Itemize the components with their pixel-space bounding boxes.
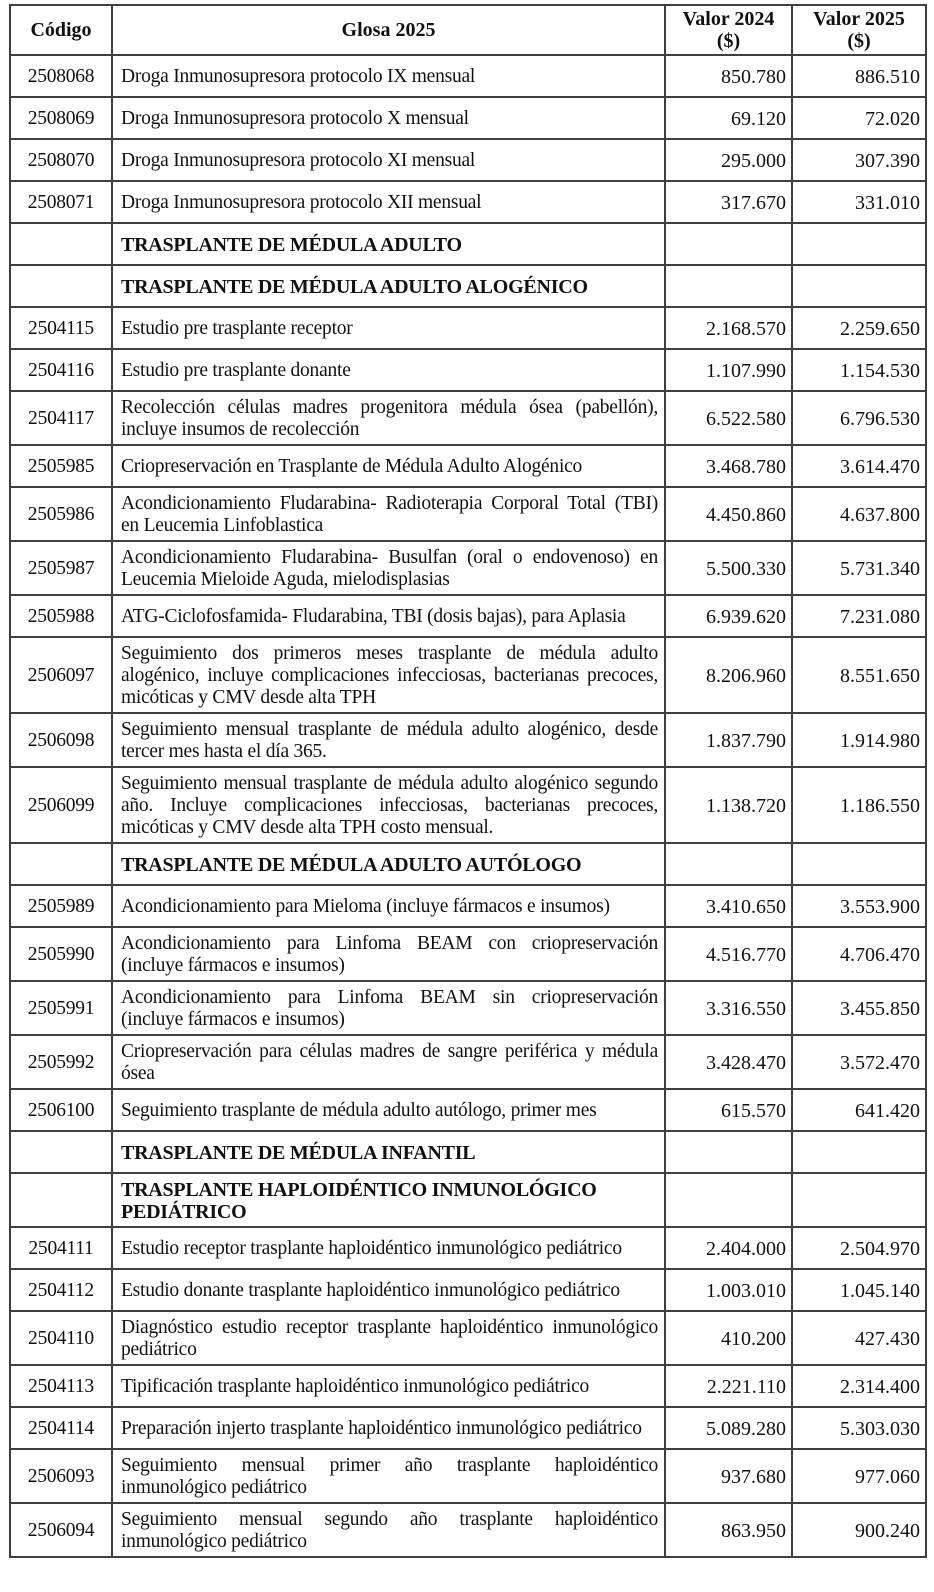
glosa-cell: Droga Inmunosupresora protocolo IX mensual <box>112 55 665 97</box>
table-row <box>10 767 926 843</box>
codigo-cell: 2504114 <box>10 1407 112 1449</box>
glosa-cell: Acondicionamiento para Linfoma BEAM sin criopreservación (incluye fármacos e insumos) <box>112 981 665 1035</box>
valor-2025-cell: 331.010 <box>792 181 926 223</box>
price-table-header <box>10 5 926 55</box>
valor-2024-cell: 8.206.960 <box>665 637 792 713</box>
valor-2025-cell <box>792 223 926 265</box>
valor-2024-cell: 3.428.470 <box>665 1035 792 1089</box>
valor-2024-cell: 4.516.770 <box>665 927 792 981</box>
section-row <box>10 843 926 885</box>
valor-2024-cell: 3.316.550 <box>665 981 792 1035</box>
valor-2025-cell <box>792 1173 926 1227</box>
valor-2025-cell <box>792 265 926 307</box>
valor-2024-cell: 2.404.000 <box>665 1227 792 1269</box>
valor-2025-cell: 4.706.470 <box>792 927 926 981</box>
codigo-cell: 2508069 <box>10 97 112 139</box>
codigo-cell: 2508068 <box>10 55 112 97</box>
table-row <box>10 1227 926 1269</box>
glosa-cell: Seguimiento trasplante de médula adulto autólogo, primer mes <box>112 1089 665 1131</box>
table-row <box>10 139 926 181</box>
valor-2024-cell: 410.200 <box>665 1311 792 1365</box>
glosa-cell: Seguimiento dos primeros meses trasplante de médula adulto alogénico, incluye complicaciones infecciosas, bacterianas precoces, micóticas y CMV desde alta TPH <box>112 637 665 713</box>
valor-2025-cell: 2.314.400 <box>792 1365 926 1407</box>
codigo-cell: 2505988 <box>10 595 112 637</box>
codigo-cell <box>10 1131 112 1173</box>
valor-2024-cell: 1.837.790 <box>665 713 792 767</box>
table-row <box>10 1365 926 1407</box>
table-row <box>10 1449 926 1503</box>
glosa-cell: Estudio receptor trasplante haploidéntico inmunológico pediátrico <box>112 1227 665 1269</box>
codigo-cell: 2504113 <box>10 1365 112 1407</box>
table-row <box>10 927 926 981</box>
codigo-cell: 2504115 <box>10 307 112 349</box>
table-row <box>10 541 926 595</box>
valor-2024-cell: 5.500.330 <box>665 541 792 595</box>
section-title-cell: TRASPLANTE DE MÉDULA ADULTO <box>112 223 665 265</box>
table-row <box>10 391 926 445</box>
valor-2024-cell: 295.000 <box>665 139 792 181</box>
valor-2025-cell: 886.510 <box>792 55 926 97</box>
section-title-cell: TRASPLANTE DE MÉDULA ADULTO ALOGÉNICO <box>112 265 665 307</box>
header-valor-2024-line2: ($) <box>716 30 741 52</box>
valor-2025-cell: 2.259.650 <box>792 307 926 349</box>
table-row <box>10 55 926 97</box>
glosa-cell: Estudio pre trasplante donante <box>112 349 665 391</box>
valor-2025-cell: 3.572.470 <box>792 1035 926 1089</box>
codigo-cell: 2506097 <box>10 637 112 713</box>
section-row <box>10 1173 926 1227</box>
glosa-cell: Diagnóstico estudio receptor trasplante haploidéntico inmunológico pediátrico <box>112 1311 665 1365</box>
table-row <box>10 713 926 767</box>
glosa-cell: ATG-Ciclofosfamida- Fludarabina, TBI (dosis bajas), para Aplasia <box>112 595 665 637</box>
valor-2025-cell: 3.614.470 <box>792 445 926 487</box>
header-valor-2025-line1: Valor 2025 <box>813 8 905 30</box>
valor-2025-cell: 7.231.080 <box>792 595 926 637</box>
glosa-cell: Estudio pre trasplante receptor <box>112 307 665 349</box>
table-row <box>10 981 926 1035</box>
codigo-cell: 2505986 <box>10 487 112 541</box>
codigo-cell: 2505987 <box>10 541 112 595</box>
glosa-cell: Acondicionamiento para Mieloma (incluye fármacos e insumos) <box>112 885 665 927</box>
codigo-cell: 2508070 <box>10 139 112 181</box>
codigo-cell: 2506093 <box>10 1449 112 1503</box>
glosa-cell: Acondicionamiento Fludarabina- Radioterapia Corporal Total (TBI) en Leucemia Linfoblastica <box>112 487 665 541</box>
valor-2024-cell <box>665 265 792 307</box>
valor-2024-cell <box>665 1173 792 1227</box>
header-valor-2024-line1: Valor 2024 <box>682 8 775 30</box>
valor-2024-cell: 937.680 <box>665 1449 792 1503</box>
valor-2024-cell: 2.168.570 <box>665 307 792 349</box>
valor-2024-cell: 6.522.580 <box>665 391 792 445</box>
table-row <box>10 181 926 223</box>
valor-2025-cell: 977.060 <box>792 1449 926 1503</box>
codigo-cell <box>10 843 112 885</box>
header-valor-2024 <box>665 5 792 55</box>
glosa-cell: Seguimiento mensual primer año trasplante haploidéntico inmunológico pediátrico <box>112 1449 665 1503</box>
codigo-cell: 2505991 <box>10 981 112 1035</box>
codigo-cell: 2506099 <box>10 767 112 843</box>
codigo-cell <box>10 1173 112 1227</box>
valor-2025-cell: 1.154.530 <box>792 349 926 391</box>
valor-2025-cell: 1.045.140 <box>792 1269 926 1311</box>
valor-2024-cell: 3.468.780 <box>665 445 792 487</box>
table-row <box>10 595 926 637</box>
valor-2024-cell: 317.670 <box>665 181 792 223</box>
valor-2025-cell: 8.551.650 <box>792 637 926 713</box>
glosa-cell: Tipificación trasplante haploidéntico inmunológico pediátrico <box>112 1365 665 1407</box>
valor-2025-cell: 5.303.030 <box>792 1407 926 1449</box>
codigo-cell <box>10 223 112 265</box>
glosa-cell: Droga Inmunosupresora protocolo XI mensual <box>112 139 665 181</box>
glosa-cell: Estudio donante trasplante haploidéntico inmunológico pediátrico <box>112 1269 665 1311</box>
valor-2025-cell: 6.796.530 <box>792 391 926 445</box>
glosa-cell: Acondicionamiento Fludarabina- Busulfan (oral o endovenoso) en Leucemia Mieloide Aguda, mielodisplasias <box>112 541 665 595</box>
codigo-cell: 2505990 <box>10 927 112 981</box>
table-row <box>10 1407 926 1449</box>
glosa-cell: Acondicionamiento para Linfoma BEAM con criopreservación (incluye fármacos e insumos) <box>112 927 665 981</box>
codigo-cell: 2506094 <box>10 1503 112 1557</box>
glosa-cell: Seguimiento mensual trasplante de médula adulto alogénico, desde tercer mes hasta el día 365. <box>112 713 665 767</box>
codigo-cell <box>10 265 112 307</box>
codigo-cell: 2505989 <box>10 885 112 927</box>
table-row <box>10 487 926 541</box>
table-row <box>10 445 926 487</box>
valor-2024-cell <box>665 1131 792 1173</box>
table-row <box>10 885 926 927</box>
valor-2025-cell <box>792 1131 926 1173</box>
table-row <box>10 1089 926 1131</box>
glosa-cell: Seguimiento mensual segundo año trasplante haploidéntico inmunológico pediátrico <box>112 1503 665 1557</box>
codigo-cell: 2504116 <box>10 349 112 391</box>
price-table <box>9 4 927 1558</box>
header-valor-2025 <box>792 5 926 55</box>
section-row <box>10 223 926 265</box>
codigo-cell: 2504112 <box>10 1269 112 1311</box>
section-title-cell: TRASPLANTE DE MÉDULA ADULTO AUTÓLOGO <box>112 843 665 885</box>
valor-2024-cell: 850.780 <box>665 55 792 97</box>
codigo-cell: 2504110 <box>10 1311 112 1365</box>
codigo-cell: 2508071 <box>10 181 112 223</box>
valor-2024-cell <box>665 843 792 885</box>
valor-2025-cell: 3.553.900 <box>792 885 926 927</box>
table-row <box>10 349 926 391</box>
valor-2024-cell: 4.450.860 <box>665 487 792 541</box>
table-row <box>10 637 926 713</box>
valor-2024-cell: 863.950 <box>665 1503 792 1557</box>
codigo-cell: 2506098 <box>10 713 112 767</box>
codigo-cell: 2504111 <box>10 1227 112 1269</box>
valor-2024-cell: 69.120 <box>665 97 792 139</box>
valor-2025-cell: 5.731.340 <box>792 541 926 595</box>
section-title-cell: TRASPLANTE DE MÉDULA INFANTIL <box>112 1131 665 1173</box>
valor-2025-cell: 1.186.550 <box>792 767 926 843</box>
valor-2024-cell: 1.003.010 <box>665 1269 792 1311</box>
valor-2025-cell: 72.020 <box>792 97 926 139</box>
section-title-cell: TRASPLANTE HAPLOIDÉNTICO INMUNOLÓGICO PEDIÁTRICO <box>112 1173 665 1227</box>
header-row <box>10 5 926 55</box>
header-valor-2025-line2: ($) <box>847 30 871 52</box>
glosa-cell: Droga Inmunosupresora protocolo XII mensual <box>112 181 665 223</box>
valor-2025-cell <box>792 843 926 885</box>
codigo-cell: 2505992 <box>10 1035 112 1089</box>
table-row <box>10 307 926 349</box>
glosa-cell: Droga Inmunosupresora protocolo X mensual <box>112 97 665 139</box>
glosa-cell: Criopreservación para células madres de sangre periférica y médula ósea <box>112 1035 665 1089</box>
valor-2025-cell: 307.390 <box>792 139 926 181</box>
codigo-cell: 2504117 <box>10 391 112 445</box>
valor-2025-cell: 3.455.850 <box>792 981 926 1035</box>
valor-2025-cell: 427.430 <box>792 1311 926 1365</box>
section-row <box>10 1131 926 1173</box>
valor-2024-cell: 2.221.110 <box>665 1365 792 1407</box>
table-row <box>10 97 926 139</box>
table-row <box>10 1311 926 1365</box>
valor-2024-cell: 3.410.650 <box>665 885 792 927</box>
valor-2024-cell: 6.939.620 <box>665 595 792 637</box>
valor-2025-cell: 641.420 <box>792 1089 926 1131</box>
header-codigo: Código <box>10 5 112 55</box>
valor-2024-cell: 1.107.990 <box>665 349 792 391</box>
valor-2024-cell: 615.570 <box>665 1089 792 1131</box>
valor-2025-cell: 4.637.800 <box>792 487 926 541</box>
valor-2024-cell: 5.089.280 <box>665 1407 792 1449</box>
header-glosa: Glosa 2025 <box>112 5 665 55</box>
glosa-cell: Preparación injerto trasplante haploidéntico inmunológico pediátrico <box>112 1407 665 1449</box>
valor-2025-cell: 1.914.980 <box>792 713 926 767</box>
section-row <box>10 265 926 307</box>
valor-2024-cell <box>665 223 792 265</box>
glosa-cell: Recolección células madres progenitora médula ósea (pabellón), incluye insumos de recolección <box>112 391 665 445</box>
valor-2024-cell: 1.138.720 <box>665 767 792 843</box>
price-table-body <box>10 55 926 1557</box>
table-row <box>10 1503 926 1557</box>
table-row <box>10 1035 926 1089</box>
valor-2025-cell: 2.504.970 <box>792 1227 926 1269</box>
codigo-cell: 2505985 <box>10 445 112 487</box>
glosa-cell: Seguimiento mensual trasplante de médula adulto alogénico segundo año. Incluye complicaciones infecciosas, bacterianas precoces, micóticas y CMV desde alta TPH costo mensual. <box>112 767 665 843</box>
codigo-cell: 2506100 <box>10 1089 112 1131</box>
valor-2025-cell: 900.240 <box>792 1503 926 1557</box>
table-row <box>10 1269 926 1311</box>
glosa-cell: Criopreservación en Trasplante de Médula Adulto Alogénico <box>112 445 665 487</box>
